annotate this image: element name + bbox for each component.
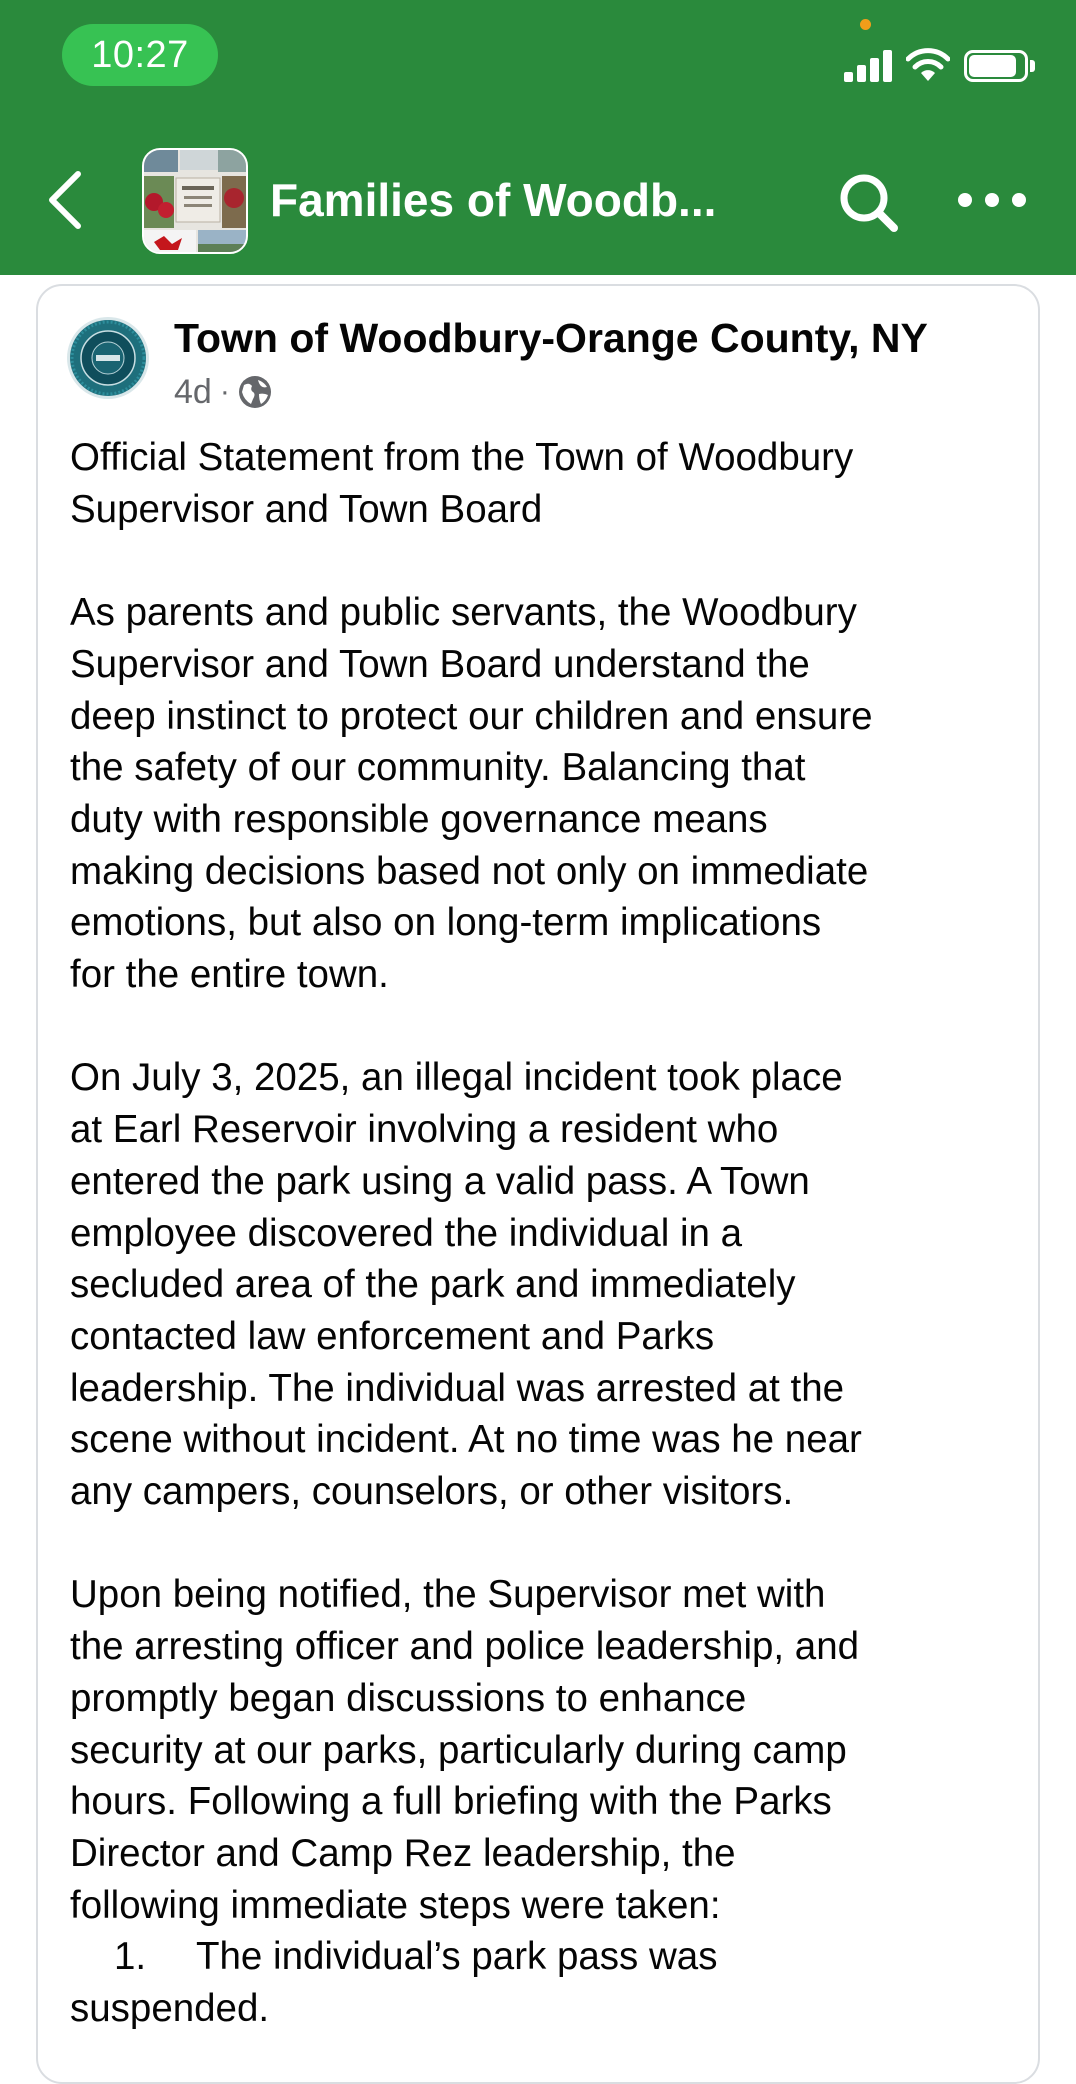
post-line: leadership. The individual was arrested at the: [70, 1366, 845, 1410]
post-line: promptly began discussions to enhance: [70, 1676, 747, 1720]
post-line: As parents and public servants, the Woodbury: [70, 591, 857, 635]
post-line: Supervisor and Town Board: [70, 487, 543, 531]
battery-icon: [964, 50, 1036, 82]
post-line: deep instinct to protect our children and ensure: [70, 694, 873, 738]
post-line: Upon being notified, the Supervisor met with: [70, 1573, 826, 1617]
post-line: contacted law enforcement and Parks: [70, 1314, 715, 1358]
post-line: Official Statement from the Town of Woodbury: [70, 436, 854, 479]
cellular-signal-icon: [844, 50, 894, 82]
wifi-icon: [906, 46, 950, 82]
post-line: at Earl Reservoir involving a resident who: [70, 1108, 779, 1152]
post-line: entered the park using a valid pass. A Town: [70, 1159, 810, 1203]
back-button[interactable]: [44, 168, 88, 232]
post-line: hours. Following a full briefing with the Parks: [70, 1780, 832, 1824]
post-line: for the entire town.: [70, 953, 389, 997]
post-line: any campers, counselors, or other visitors.: [70, 1470, 794, 1514]
post-line: On July 3, 2025, an illegal incident took place: [70, 1056, 843, 1100]
post-line: following immediate steps were taken:: [70, 1883, 721, 1927]
post-line: the arresting officer and police leadership, and: [70, 1625, 860, 1669]
group-title[interactable]: Families of Woodb...: [270, 174, 717, 226]
post-line: the safety of our community. Balancing that: [70, 746, 806, 790]
group-cover-thumbnail[interactable]: [142, 148, 248, 254]
post-author-name[interactable]: Town of Woodbury-Orange County, NY: [174, 315, 928, 361]
page-avatar-seal-icon[interactable]: [66, 316, 150, 400]
list-item-text: The individual’s park pass was: [196, 1935, 718, 1979]
post-meta: [174, 370, 272, 414]
privacy-indicator-dot: [860, 19, 871, 30]
search-icon[interactable]: [836, 170, 902, 236]
post-timestamp[interactable]: 4d: [174, 372, 212, 411]
post-line: security at our parks, particularly during camp: [70, 1728, 847, 1772]
post-line: scene without incident. At no time was he near: [70, 1418, 862, 1462]
globe-icon: [238, 375, 272, 409]
list-item: [70, 1931, 1020, 1983]
post-line: employee discovered the individual in a: [70, 1211, 743, 1255]
list-item-number: 1.: [114, 1935, 147, 1979]
status-time: 10:27: [62, 24, 218, 86]
post-line: secluded area of the park and immediately: [70, 1263, 796, 1307]
more-options-icon[interactable]: [958, 186, 1026, 214]
post-line: suspended.: [70, 1987, 270, 2031]
post-line: Director and Camp Rez leadership, the: [70, 1831, 736, 1875]
post-line: duty with responsible governance means: [70, 797, 768, 841]
post-line: Supervisor and Town Board understand the: [70, 642, 810, 686]
post-line: making decisions based not only on immediate: [70, 849, 869, 893]
post-line: emotions, but also on long-term implications: [70, 901, 822, 945]
meta-separator: ·: [219, 375, 230, 408]
post-body: [70, 432, 1020, 2035]
